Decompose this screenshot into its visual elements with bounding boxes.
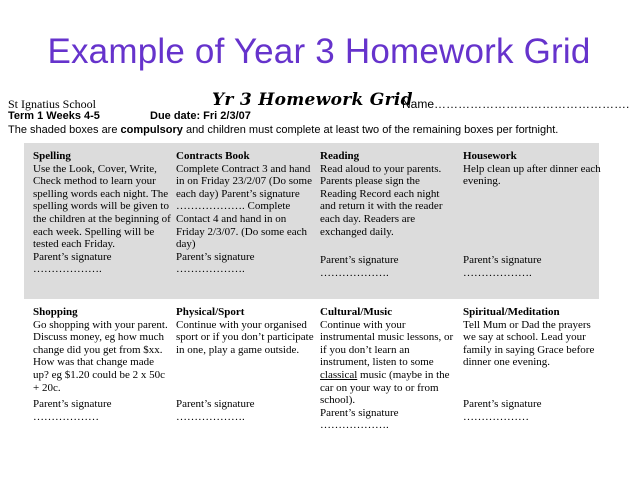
cell-heading: Housework	[463, 150, 517, 162]
signature-block-spiritual	[463, 398, 601, 423]
cell-heading: Cultural/Music	[320, 306, 393, 318]
signature-label: Parent’s signature	[176, 250, 255, 263]
signature-block-shopping	[33, 398, 171, 423]
grid-title: Yr 3 Homework Grid	[212, 90, 413, 110]
cell-heading: Physical/Sport	[176, 306, 245, 318]
signature-line: ………………	[33, 410, 99, 423]
signature-block-housework	[463, 254, 601, 279]
page-title: Example of Year 3 Homework Grid	[47, 32, 591, 71]
signature-block-physical	[176, 398, 314, 423]
cell-housework	[463, 150, 601, 188]
classical-link[interactable]: classical	[320, 368, 358, 381]
signature-line: ……………….	[176, 410, 245, 423]
cell-heading: Contracts Book	[176, 150, 250, 162]
signature-label: Parent’s signature	[320, 406, 399, 419]
signature-block-reading	[320, 254, 458, 279]
signature-label: Parent’s signature	[33, 398, 112, 410]
signature-line: ……………….	[320, 419, 389, 432]
cell-body	[320, 319, 458, 407]
name-line: Name………………………………………….	[402, 97, 630, 111]
instructions-post: and children must complete at least two of the remaining boxes per fortnight.	[182, 124, 559, 136]
cell-heading: Spelling	[33, 150, 71, 162]
cell-body-post: music (maybe in the car on your way to or from school).	[320, 368, 450, 407]
signature-label: Parent’s signature	[176, 398, 255, 410]
instructions-bold: compulsory	[120, 124, 183, 136]
instructions	[8, 124, 558, 136]
signature-line: ………………	[463, 410, 529, 423]
cell-body: Read aloud to your parents. Parents please sign the Reading Record each night and return it with the reader each day. Readers are exchanged daily.	[320, 162, 443, 238]
cell-cultural-music	[320, 306, 458, 432]
cell-body: Complete Contract 3 and hand in on Friday 23/2/07 (Do some each day) Parent’s signature ………………. Complete Contact 4 and hand in on Friday 2/3/07. (Do some each day)	[176, 162, 312, 251]
signature-line: ……………….	[33, 263, 102, 276]
signature-label: Parent’s signature	[463, 254, 542, 266]
signature-label: Parent’s signature	[33, 250, 112, 263]
signature-line: ……………….	[176, 263, 245, 276]
cell-spelling	[33, 150, 171, 276]
cell-spiritual-meditation	[463, 306, 601, 369]
cell-heading: Reading	[320, 150, 360, 162]
cell-contracts-book	[176, 150, 316, 276]
signature-line: ……………….	[463, 266, 532, 279]
instructions-pre: The shaded boxes are	[8, 124, 121, 136]
term-label: Term 1 Weeks 4-5	[8, 110, 100, 122]
cell-heading: Shopping	[33, 306, 78, 318]
cell-body: Help clean up after dinner each evening.	[463, 162, 601, 188]
signature-label: Parent’s signature	[320, 254, 399, 266]
school-name: St Ignatius School	[8, 97, 97, 111]
cell-shopping	[33, 306, 171, 394]
cell-body: Continue with your organised sport or if you don’t participate in one, play a game outside.	[176, 318, 314, 356]
cell-body: Tell Mum or Dad the prayers we say at school. Lead your family in saying Grace before dinner one evening.	[463, 318, 595, 369]
cell-body-pre: Continue with your instrumental music lessons, or if you don’t learn an instrument, listen to some	[320, 318, 454, 369]
signature-line: ……………….	[320, 266, 389, 279]
cell-body: Go shopping with your parent. Discuss money, eg how much change did you get from $xx. How was that change made up? eg $1.20 could be 2 x 50c + 20c.	[33, 318, 168, 394]
cell-body: Use the Look, Cover, Write, Check method to learn your spelling words each night. The spelling words will be given to the children at the beginning of each week. Spelling will be tested each Friday.	[33, 162, 171, 251]
cell-reading	[320, 150, 458, 238]
cell-heading: Spiritual/Meditation	[463, 306, 560, 318]
signature-label: Parent’s signature	[463, 398, 542, 410]
due-date: Due date: Fri 2/3/07	[150, 110, 251, 122]
cell-physical-sport	[176, 306, 316, 356]
